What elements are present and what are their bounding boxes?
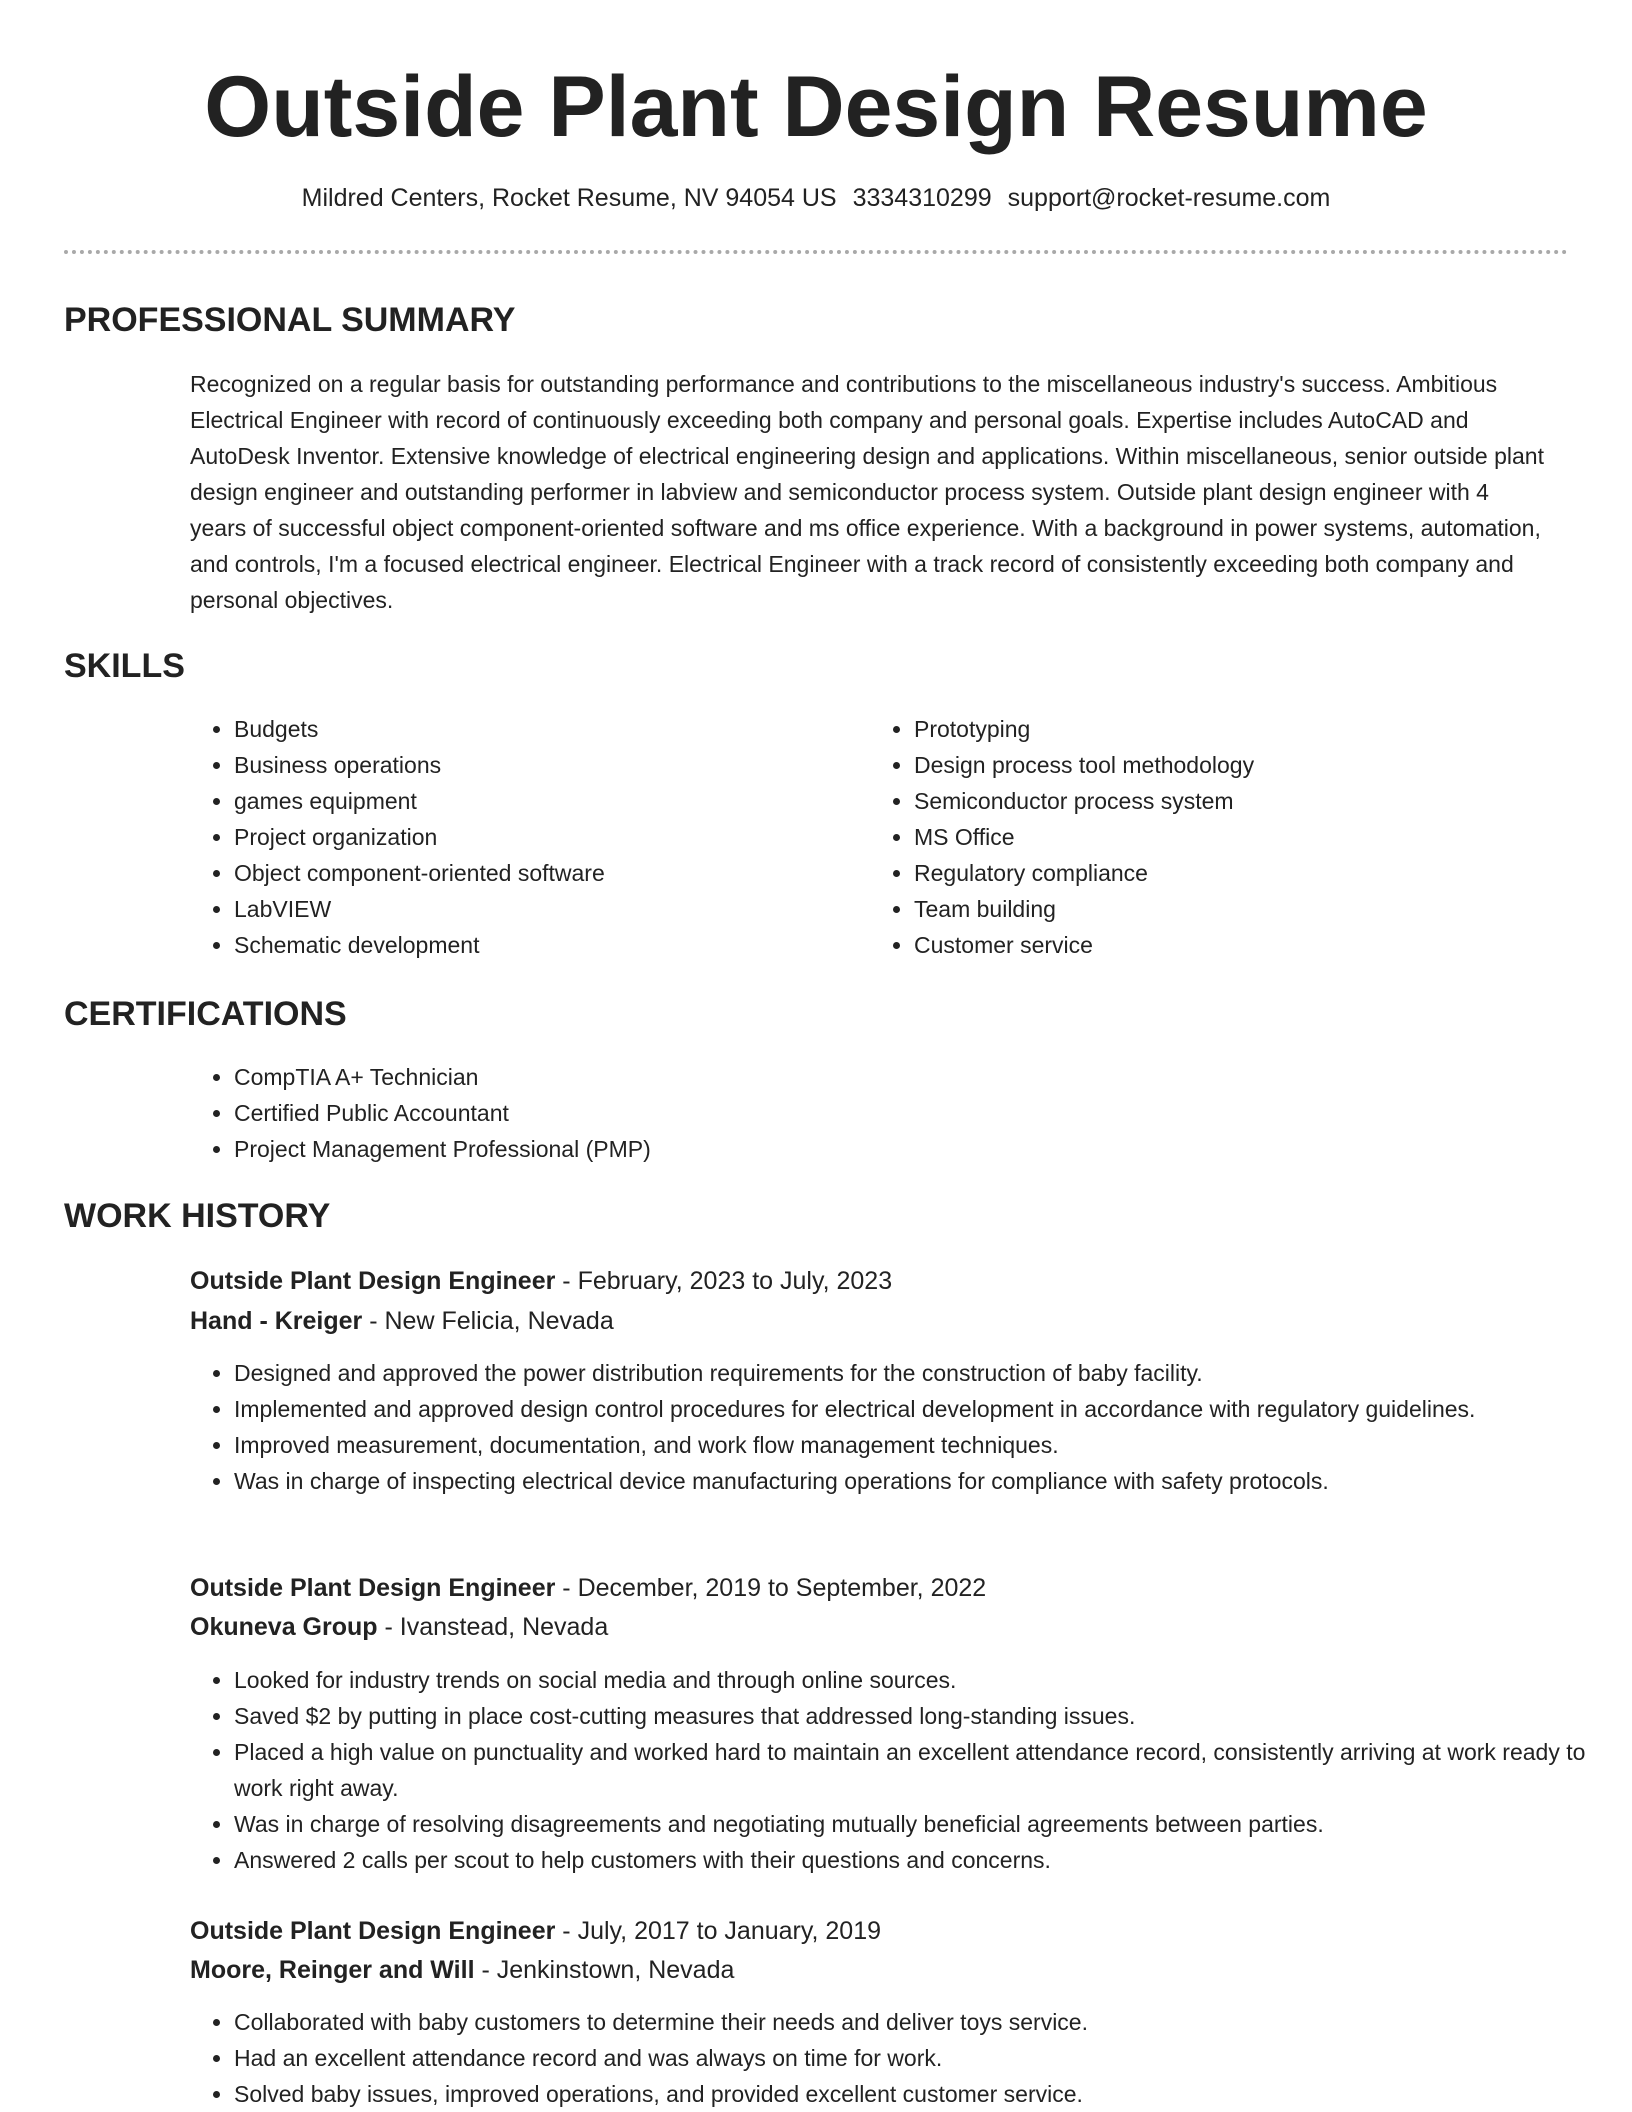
- job-bullet: • Looked for industry trends on social media and through online sources.: [234, 1662, 1604, 1698]
- contact-email: support@rocket-resume.com: [1007, 184, 1331, 212]
- job-bullet: • Improved measurement, documentation, and work flow management techniques.: [234, 1427, 1604, 1463]
- job-bullet: • Was in charge of inspecting electrical device manufacturing operations for compliance with safety protocols.: [234, 1463, 1604, 1499]
- certification-item: • Project Management Professional (PMP): [234, 1131, 1534, 1167]
- job-company-line: [190, 1951, 734, 1989]
- skill-item: • Semiconductor process system: [914, 783, 1554, 819]
- job-bullet: • Designed and approved the power distribution requirements for the construction of baby facility.: [234, 1355, 1604, 1391]
- job-location: - Jenkinstown, Nevada: [474, 1956, 735, 1984]
- job-bullet: • Had an excellent attendance record and was always on time for work.: [234, 2040, 1604, 2076]
- job-bullets: [190, 1355, 1604, 1499]
- skill-item: • Schematic development: [234, 927, 834, 963]
- skills-list-left: [190, 711, 834, 963]
- job-company: Okuneva Group: [190, 1613, 378, 1641]
- certification-item: • CompTIA A+ Technician: [234, 1059, 1534, 1095]
- skill-item: • games equipment: [234, 783, 834, 819]
- section-title-certifications: CERTIFICATIONS: [64, 995, 347, 1033]
- skill-item: • Customer service: [914, 927, 1554, 963]
- job-dates: - July, 2017 to January, 2019: [555, 1917, 882, 1945]
- job-location: - New Felicia, Nevada: [362, 1307, 614, 1335]
- skill-item: • Prototyping: [914, 711, 1554, 747]
- job-bullet: • Implemented and approved design control procedures for electrical development in accordance with regulatory guidelines.: [234, 1391, 1604, 1427]
- skill-item: • Regulatory compliance: [914, 855, 1554, 891]
- job-company: Moore, Reinger and Will: [190, 1956, 475, 1984]
- job-role: Outside Plant Design Engineer: [190, 1574, 556, 1602]
- job-bullets: [190, 2004, 1604, 2112]
- job-role: Outside Plant Design Engineer: [190, 1267, 556, 1295]
- skill-item: • Team building: [914, 891, 1554, 927]
- section-title-summary: PROFESSIONAL SUMMARY: [64, 301, 516, 339]
- job-role-line: [190, 1262, 892, 1300]
- skill-item: • Project organization: [234, 819, 834, 855]
- skill-item: • Design process tool methodology: [914, 747, 1554, 783]
- job-bullet: • Solved baby issues, improved operations, and provided excellent customer service.: [234, 2076, 1604, 2112]
- job-dates: - December, 2019 to September, 2022: [555, 1574, 987, 1602]
- contact-address: Mildred Centers, Rocket Resume, NV 94054 US: [301, 184, 837, 212]
- skill-item: • LabVIEW: [234, 891, 834, 927]
- skill-item: • Budgets: [234, 711, 834, 747]
- certifications-list: [190, 1059, 1534, 1167]
- job-bullet: • Answered 2 calls per scout to help customers with their questions and concerns.: [234, 1842, 1604, 1878]
- header-divider: [64, 250, 1568, 254]
- skills-list-right: [870, 711, 1554, 963]
- summary-text: Recognized on a regular basis for outstanding performance and contributions to the miscellaneous industry's success. Ambitious Electrical Engineer with record of continuously exceeding both company and personal goals. Expertise includes AutoCAD and AutoDesk Inventor. Extensive knowledge of electrical engineering design and applications. Within miscellaneous, senior outside plant design engineer and outstanding performer in labview and semiconductor process system. Outside plant design engineer with 4 years of successful object component-oriented software and ms office experience. With a background in power systems, automation, and controls, I'm a focused electrical engineer. Electrical Engineer with a track record of consistently exceeding both company and personal objectives.: [190, 371, 1544, 613]
- job-bullet: • Collaborated with baby customers to determine their needs and deliver toys service.: [234, 2004, 1604, 2040]
- job-bullet: • Placed a high value on punctuality and worked hard to maintain an excellent attendance record, consistently arriving at work ready to work right away.: [234, 1734, 1604, 1806]
- job-bullets: [190, 1662, 1604, 1878]
- contact-phone: 3334310299: [852, 184, 992, 212]
- job-role-line: [190, 1569, 986, 1607]
- job-dates: - February, 2023 to July, 2023: [555, 1267, 893, 1295]
- certification-item: • Certified Public Accountant: [234, 1095, 1534, 1131]
- job-role-line: [190, 1912, 881, 1950]
- resume-title: Outside Plant Design Resume: [204, 59, 1428, 155]
- job-bullet: • Saved $2 by putting in place cost-cutting measures that addressed long-standing issues.: [234, 1698, 1604, 1734]
- job-location: - Ivanstead, Nevada: [377, 1613, 609, 1641]
- skill-item: • Object component-oriented software: [234, 855, 834, 891]
- job-role: Outside Plant Design Engineer: [190, 1917, 556, 1945]
- section-title-work-history: WORK HISTORY: [64, 1197, 331, 1235]
- section-title-skills: SKILLS: [64, 647, 185, 685]
- job-company: Hand - Kreiger: [190, 1307, 363, 1335]
- job-company-line: [190, 1302, 614, 1340]
- skill-item: • MS Office: [914, 819, 1554, 855]
- contact-line: [0, 180, 1632, 216]
- skill-item: • Business operations: [234, 747, 834, 783]
- job-bullet: • Was in charge of resolving disagreements and negotiating mutually beneficial agreements between parties.: [234, 1806, 1604, 1842]
- job-company-line: [190, 1608, 608, 1646]
